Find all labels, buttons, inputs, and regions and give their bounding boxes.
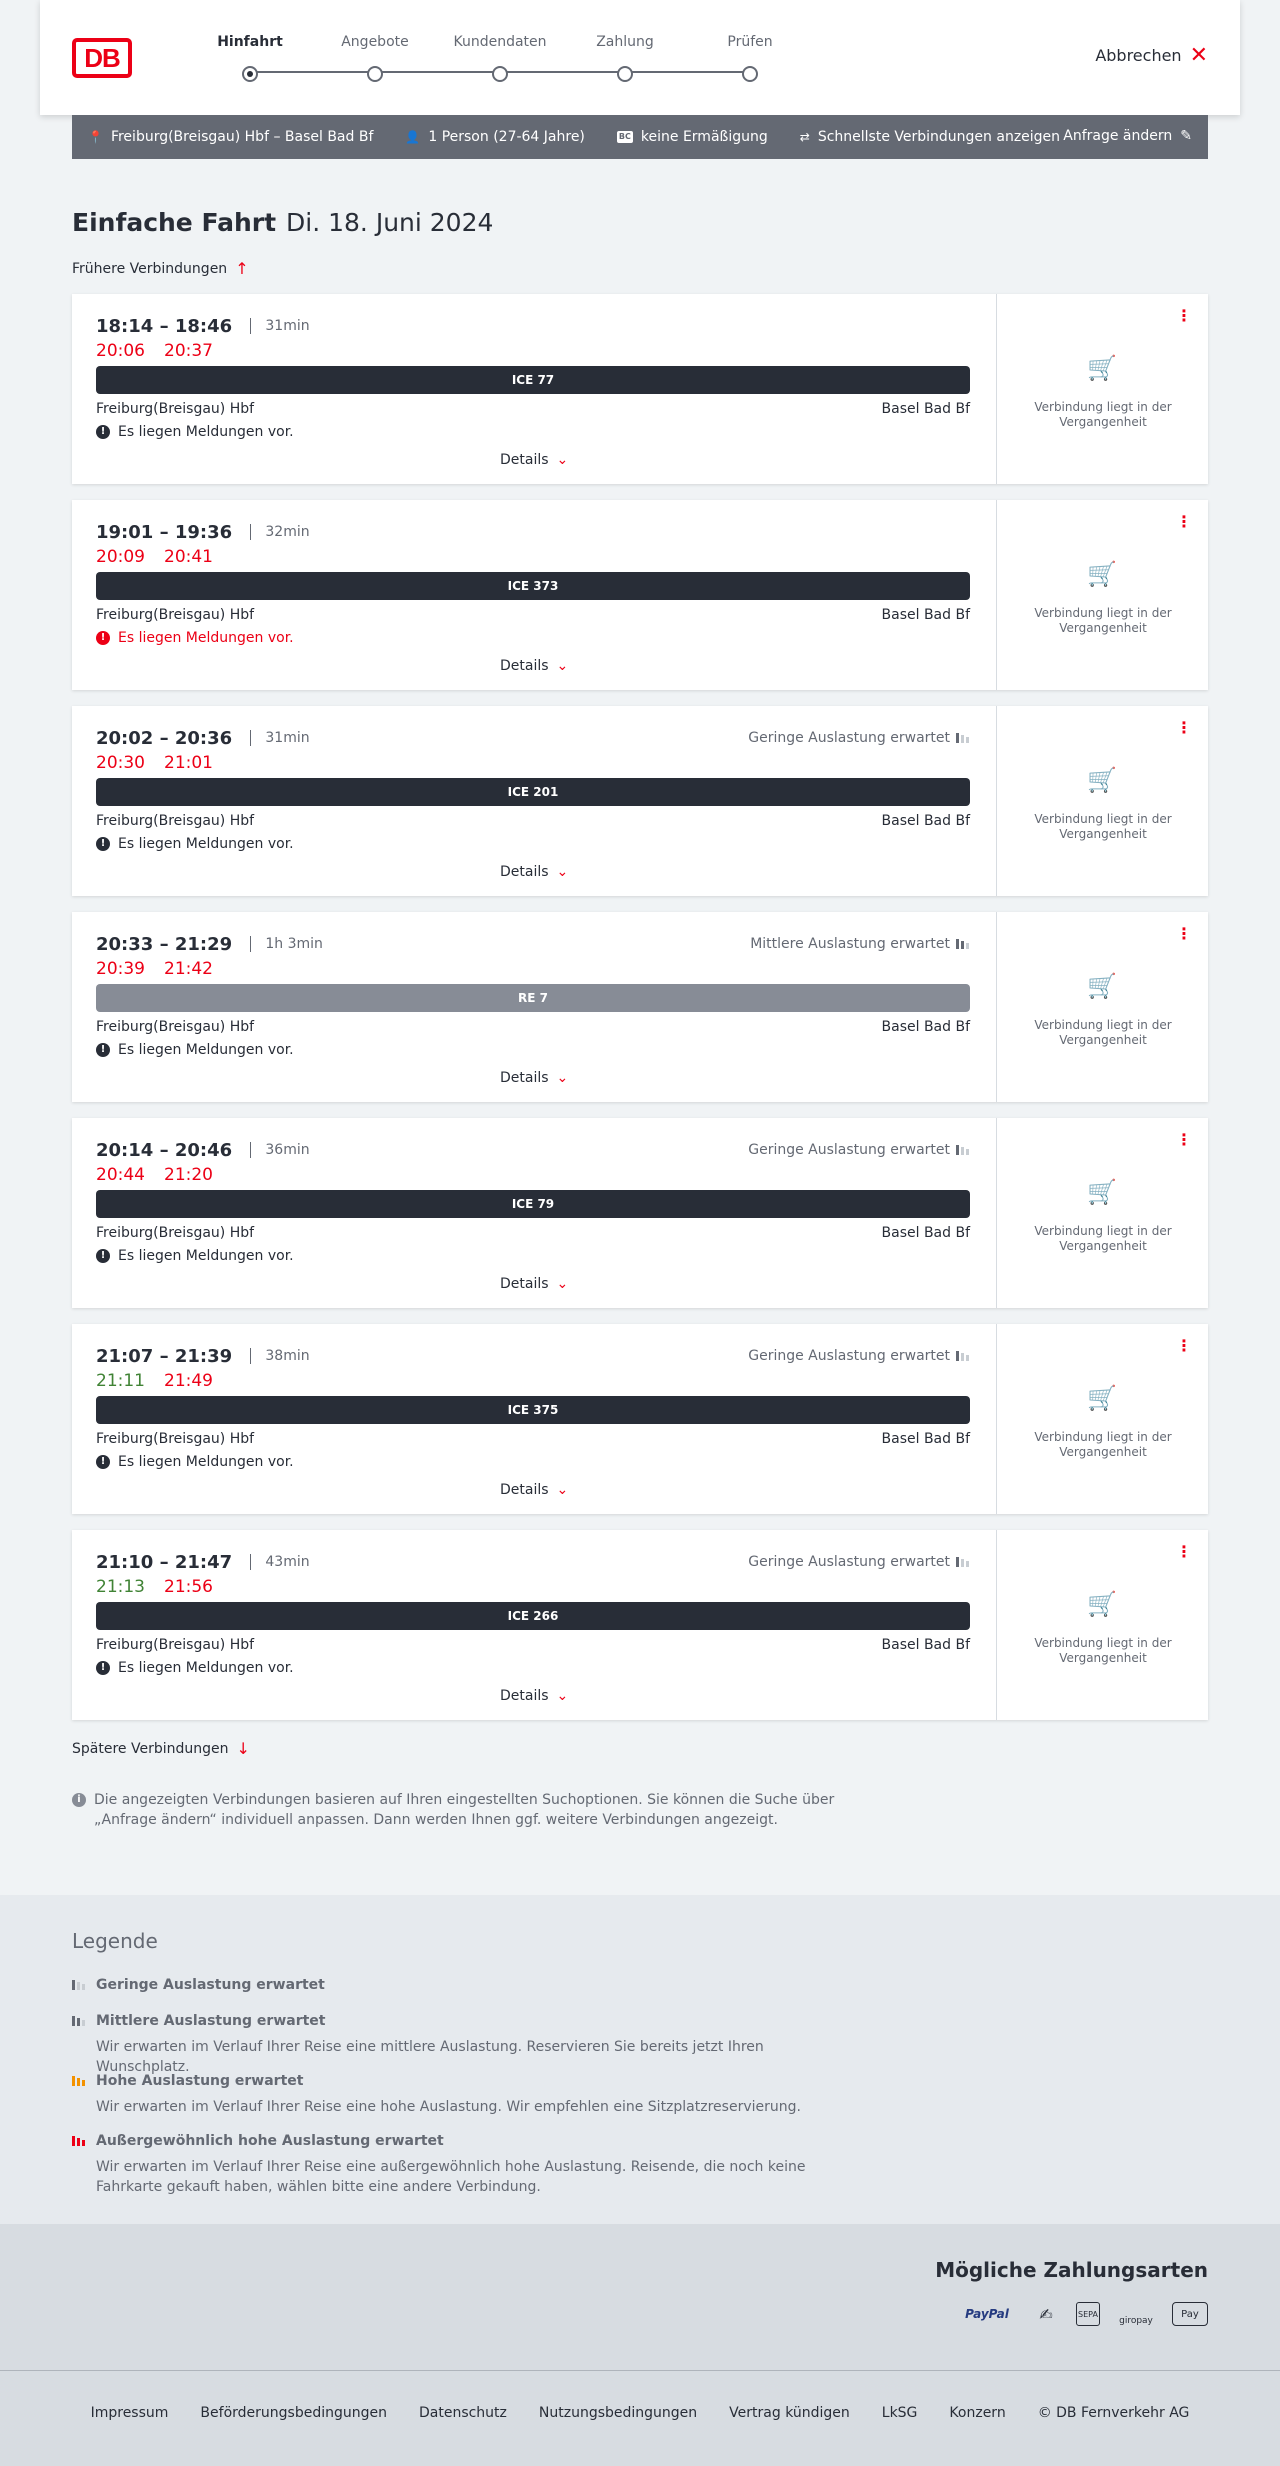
realtime-arrival: 21:42	[164, 959, 213, 979]
occupancy-indicator	[748, 1142, 970, 1158]
cancel-label: Abbrechen	[1095, 46, 1182, 65]
sepa-icon: SEPA	[1076, 2302, 1100, 2326]
footer-copyright: © DB Fernverkehr AG	[1037, 2405, 1190, 2421]
realtime-departure: 20:44	[96, 1165, 145, 1185]
chevron-down-icon: ⌄	[556, 658, 569, 674]
train-bar: ICE 77	[96, 366, 970, 394]
destination-station: Basel Bad Bf	[881, 813, 970, 829]
occupancy-label: Geringe Auslastung erwartet	[748, 1348, 950, 1364]
past-connection-note: Verbindung liegt in der Vergangenheit	[1034, 1224, 1172, 1253]
realtime-arrival: 20:41	[164, 547, 213, 567]
footer-link-datenschutz[interactable]: Datenschutz	[418, 2405, 507, 2421]
service-message	[96, 1454, 294, 1470]
summary-route	[88, 129, 373, 145]
legend-desc: Wir erwarten im Verlauf Ihrer Reise eine mittlere Auslastung. Reservieren Sie bereits jetzt Ihren Wunschplatz.	[96, 2039, 764, 2075]
realtime-times	[96, 341, 232, 361]
swap-icon: ⇄	[799, 130, 810, 144]
service-message	[96, 836, 294, 852]
realtime-arrival: 21:56	[164, 1577, 213, 1597]
step-dot	[367, 66, 383, 82]
realtime-arrival: 21:49	[164, 1371, 213, 1391]
connection-card[interactable]	[72, 706, 1208, 896]
summary-travellers	[405, 129, 585, 145]
service-message-text: Es liegen Meldungen vor.	[118, 1454, 294, 1470]
duration: 31min	[250, 318, 309, 334]
location-pin-icon: 📍	[88, 130, 103, 144]
alert-icon: !	[96, 1249, 110, 1263]
service-message	[96, 1042, 294, 1058]
train-bar: ICE 201	[96, 778, 970, 806]
chevron-down-icon: ⌄	[556, 1688, 569, 1704]
destination-station: Basel Bad Bf	[881, 1225, 970, 1241]
header	[40, 0, 1240, 115]
details-label: Details	[500, 1482, 549, 1498]
details-toggle[interactable]	[500, 1482, 568, 1498]
discount-text: keine Ermäßigung	[640, 129, 768, 145]
cart-disabled-icon: 🛒	[1087, 1384, 1117, 1412]
service-message	[96, 1248, 294, 1264]
train-bar: ICE 79	[96, 1190, 970, 1218]
cart-disabled-icon: 🛒	[1087, 766, 1117, 794]
realtime-arrival: 20:37	[164, 341, 213, 361]
realtime-times	[96, 1371, 232, 1391]
service-message-text: Es liegen Meldungen vor.	[118, 424, 294, 440]
train-bar: ICE 266	[96, 1602, 970, 1630]
details-label: Details	[500, 658, 549, 674]
more-options-icon[interactable]: ⋮	[1176, 924, 1192, 943]
footer-link-impressum[interactable]: Impressum	[90, 2405, 169, 2421]
duration: 36min	[250, 1142, 309, 1158]
more-options-icon[interactable]: ⋮	[1176, 1542, 1192, 1561]
occupancy-icon	[956, 733, 970, 743]
connection-side	[996, 1530, 1208, 1720]
step-pruefen	[690, 34, 810, 82]
destination-station: Basel Bad Bf	[881, 1019, 970, 1035]
destination-station: Basel Bad Bf	[881, 1431, 970, 1447]
paypal-icon: PayPal	[965, 2307, 1009, 2321]
trip-type: Einfache Fahrt	[72, 208, 277, 237]
realtime-times	[96, 753, 232, 773]
alert-icon: !	[96, 1455, 110, 1469]
load-low-icon	[72, 1980, 86, 1990]
summary-option	[800, 129, 1060, 145]
footer-link-konzern[interactable]: Konzern	[949, 2405, 1006, 2421]
legend-item-high	[72, 2073, 852, 2117]
connection-side	[996, 1118, 1208, 1308]
origin-station: Freiburg(Breisgau) Hbf	[96, 1637, 255, 1653]
connection-side	[996, 1324, 1208, 1514]
realtime-arrival: 21:20	[164, 1165, 213, 1185]
legend-section	[0, 1895, 1280, 2224]
realtime-arrival: 21:01	[164, 753, 213, 773]
payment-section	[0, 2224, 1280, 2370]
alert-icon: !	[96, 631, 110, 645]
page-title	[72, 208, 493, 237]
step-angebote	[315, 34, 435, 82]
chevron-down-icon: ⌄	[556, 1482, 569, 1498]
travellers-text: 1 Person (27-64 Jahre)	[428, 129, 585, 145]
bahncard-icon: BC	[617, 131, 633, 143]
realtime-times	[96, 547, 232, 567]
origin-station: Freiburg(Breisgau) Hbf	[96, 401, 255, 417]
connection-card[interactable]	[72, 912, 1208, 1102]
connection-main	[96, 1530, 970, 1720]
close-icon: ✕	[1189, 42, 1208, 68]
connection-main	[96, 1118, 970, 1308]
past-connection-note: Verbindung liegt in der Vergangenheit	[1034, 1430, 1172, 1459]
origin-station: Freiburg(Breisgau) Hbf	[96, 1225, 255, 1241]
details-toggle[interactable]	[500, 864, 568, 880]
step-label: Hinfahrt	[217, 34, 283, 50]
step-kundendaten	[440, 34, 560, 82]
step-dot	[742, 66, 758, 82]
later-label: Spätere Verbindungen	[72, 1740, 229, 1757]
scheduled-times: 20:33 – 21:29	[96, 934, 233, 955]
realtime-times	[96, 1577, 232, 1597]
details-toggle[interactable]	[500, 1070, 568, 1086]
connection-main	[96, 912, 970, 1102]
earlier-label: Frühere Verbindungen	[72, 260, 228, 277]
edit-request-button[interactable]	[1063, 128, 1192, 144]
payment-icons	[958, 2302, 1208, 2326]
legend-item-mid	[72, 2013, 852, 2077]
origin-station: Freiburg(Breisgau) Hbf	[96, 813, 255, 829]
occupancy-label: Geringe Auslastung erwartet	[748, 730, 950, 746]
legend-item-low	[72, 1977, 852, 1993]
giropay-icon: giropay	[1119, 2316, 1153, 2326]
step-hinfahrt	[190, 34, 310, 82]
occupancy-icon	[956, 1351, 970, 1361]
duration: 31min	[250, 730, 309, 746]
origin-station: Freiburg(Breisgau) Hbf	[96, 1019, 255, 1035]
step-label: Kundendaten	[453, 34, 547, 50]
step-dot	[617, 66, 633, 82]
service-message-text: Es liegen Meldungen vor.	[118, 1660, 294, 1676]
train-bar: ICE 373	[96, 572, 970, 600]
more-options-icon[interactable]: ⋮	[1176, 718, 1192, 737]
duration: 1h 3min	[250, 936, 323, 952]
step-dot	[242, 66, 258, 82]
load-xhigh-icon	[72, 2136, 86, 2146]
payment-title: Mögliche Zahlungsarten	[935, 2258, 1208, 2282]
duration: 32min	[250, 524, 309, 540]
realtime-departure: 20:30	[96, 753, 145, 773]
more-options-icon[interactable]: ⋮	[1176, 512, 1192, 531]
service-message	[96, 630, 294, 646]
legend-title: Legende	[72, 1929, 158, 1953]
service-message-text: Es liegen Meldungen vor.	[118, 836, 294, 852]
edit-request-label: Anfrage ändern	[1063, 128, 1173, 144]
load-mid-icon	[72, 2016, 86, 2026]
footer-link-befoerderungsbedingungen[interactable]: Beförderungsbedingungen	[200, 2405, 387, 2421]
origin-station: Freiburg(Breisgau) Hbf	[96, 1431, 255, 1447]
details-toggle[interactable]	[500, 1688, 568, 1704]
connection-card[interactable]	[72, 294, 1208, 484]
step-dot	[492, 66, 508, 82]
train-bar: RE 7	[96, 984, 970, 1012]
cart-disabled-icon: 🛒	[1087, 354, 1117, 382]
more-options-icon[interactable]: ⋮	[1176, 1336, 1192, 1355]
info-note	[72, 1790, 852, 1830]
chevron-down-icon: ⌄	[556, 1276, 569, 1292]
destination-station: Basel Bad Bf	[881, 401, 970, 417]
connection-side	[996, 500, 1208, 690]
connection-card[interactable]	[72, 500, 1208, 690]
service-message-text: Es liegen Meldungen vor.	[118, 1248, 294, 1264]
step-label: Zahlung	[596, 34, 654, 50]
more-options-icon[interactable]: ⋮	[1176, 306, 1192, 325]
past-connection-note: Verbindung liegt in der Vergangenheit	[1034, 812, 1172, 841]
info-icon: i	[72, 1793, 86, 1807]
duration: 43min	[250, 1554, 309, 1570]
destination-station: Basel Bad Bf	[881, 607, 970, 623]
scheduled-times: 20:14 – 20:46	[96, 1140, 233, 1161]
cart-disabled-icon: 🛒	[1087, 972, 1117, 1000]
route-text: Freiburg(Breisgau) Hbf – Basel Bad Bf	[110, 129, 374, 145]
load-high-icon	[72, 2076, 86, 2086]
details-label: Details	[500, 1276, 549, 1292]
connection-main	[96, 294, 970, 484]
cart-disabled-icon: 🛒	[1087, 560, 1117, 588]
destination-station: Basel Bad Bf	[881, 1637, 970, 1653]
step-zahlung	[565, 34, 685, 82]
step-label: Angebote	[341, 34, 409, 50]
occupancy-indicator	[748, 1554, 970, 1570]
option-text: Schnellste Verbindungen anzeigen	[817, 129, 1061, 145]
step-label: Prüfen	[727, 34, 773, 50]
scheduled-times: 21:07 – 21:39	[96, 1346, 233, 1367]
realtime-departure: 21:13	[96, 1577, 145, 1597]
connection-main	[96, 706, 970, 896]
realtime-departure: 20:39	[96, 959, 145, 979]
info-text: Die angezeigten Verbindungen basieren auf Ihren eingestellten Suchoptionen. Sie können die Suche über „Anfrage ändern“ individuell anpassen. Dann werden Ihnen ggf. weitere Verbindungen angezeigt.	[94, 1792, 835, 1828]
past-connection-note: Verbindung liegt in der Vergangenheit	[1034, 606, 1172, 635]
footer-link-vertrag-kuendigen[interactable]: Vertrag kündigen	[729, 2405, 850, 2421]
arrow-up-icon: ↑	[235, 259, 249, 278]
footer	[0, 2370, 1280, 2466]
scheduled-times: 19:01 – 19:36	[96, 522, 233, 543]
later-connections-link[interactable]	[72, 1739, 250, 1758]
duration: 38min	[250, 1348, 309, 1364]
legend-desc: Wir erwarten im Verlauf Ihrer Reise eine außergewöhnlich hohe Auslastung. Reisende, die noch keine Fahrkarte gekauft haben, wählen bitte eine andere Verbindung.	[96, 2159, 806, 2195]
chevron-down-icon: ⌄	[556, 864, 569, 880]
train-bar: ICE 375	[96, 1396, 970, 1424]
details-label: Details	[500, 452, 549, 468]
legend-item-xhigh	[72, 2133, 852, 2197]
scheduled-times: 21:10 – 21:47	[96, 1552, 233, 1573]
details-label: Details	[500, 1070, 549, 1086]
pencil-icon: ✎	[1180, 128, 1192, 144]
cart-disabled-icon: 🛒	[1087, 1178, 1117, 1206]
past-connection-note: Verbindung liegt in der Vergangenheit	[1034, 400, 1172, 429]
legend-label: Außergewöhnlich hohe Auslastung erwartet	[96, 2133, 444, 2149]
details-toggle[interactable]	[500, 658, 568, 674]
occupancy-indicator	[748, 730, 970, 746]
alert-icon: !	[96, 425, 110, 439]
cart-disabled-icon: 🛒	[1087, 1590, 1117, 1618]
connection-card[interactable]	[72, 1118, 1208, 1308]
details-label: Details	[500, 1688, 549, 1704]
chevron-down-icon: ⌄	[556, 1070, 569, 1086]
earlier-connections-link[interactable]	[72, 259, 249, 278]
realtime-times	[96, 959, 232, 979]
trip-date: Di. 18. Juni 2024	[286, 208, 494, 237]
realtime-times	[96, 1165, 232, 1185]
legend-label: Hohe Auslastung erwartet	[96, 2073, 304, 2089]
credit-card-icon: ✍	[1039, 2304, 1053, 2324]
occupancy-label: Mittlere Auslastung erwartet	[750, 936, 950, 952]
occupancy-icon	[956, 1557, 970, 1567]
connection-main	[96, 500, 970, 690]
realtime-departure: 21:11	[96, 1371, 145, 1391]
occupancy-label: Geringe Auslastung erwartet	[748, 1142, 950, 1158]
connection-side	[996, 912, 1208, 1102]
chevron-down-icon: ⌄	[556, 452, 569, 468]
person-icon: 👤	[405, 130, 421, 144]
alert-icon: !	[96, 1043, 110, 1057]
connection-side	[996, 294, 1208, 484]
origin-station: Freiburg(Breisgau) Hbf	[96, 607, 255, 623]
alert-icon: !	[96, 1661, 110, 1675]
booking-stepper	[210, 34, 810, 84]
arrow-down-icon: ↓	[236, 1739, 250, 1758]
occupancy-label: Geringe Auslastung erwartet	[748, 1554, 950, 1570]
details-label: Details	[500, 864, 549, 880]
occupancy-indicator	[748, 1348, 970, 1364]
connection-main	[96, 1324, 970, 1514]
legend-desc: Wir erwarten im Verlauf Ihrer Reise eine hohe Auslastung. Wir empfehlen eine Sitzplatzreservierung.	[96, 2099, 801, 2115]
past-connection-note: Verbindung liegt in der Vergangenheit	[1034, 1018, 1172, 1047]
service-message-text: Es liegen Meldungen vor.	[118, 1042, 294, 1058]
connection-side	[996, 706, 1208, 896]
occupancy-indicator	[750, 936, 970, 952]
past-connection-note: Verbindung liegt in der Vergangenheit	[1034, 1636, 1172, 1665]
alert-icon: !	[96, 837, 110, 851]
summary-discount	[617, 129, 768, 145]
scheduled-times: 20:02 – 20:36	[96, 728, 233, 749]
footer-link-lksg[interactable]: LkSG	[881, 2405, 918, 2421]
realtime-departure: 20:09	[96, 547, 145, 567]
service-message	[96, 1660, 294, 1676]
details-toggle[interactable]	[500, 1276, 568, 1292]
occupancy-icon	[956, 1145, 970, 1155]
details-toggle[interactable]	[500, 452, 568, 468]
legend-label: Geringe Auslastung erwartet	[96, 1977, 325, 1993]
occupancy-icon	[956, 939, 970, 949]
service-message	[96, 424, 294, 440]
search-summary-bar	[72, 115, 1208, 159]
footer-link-nutzungsbedingungen[interactable]: Nutzungsbedingungen	[538, 2405, 698, 2421]
legend-label: Mittlere Auslastung erwartet	[96, 2013, 326, 2029]
db-logo[interactable]: DB	[72, 38, 132, 78]
connection-card[interactable]	[72, 1324, 1208, 1514]
realtime-departure: 20:06	[96, 341, 145, 361]
more-options-icon[interactable]: ⋮	[1176, 1130, 1192, 1149]
scheduled-times: 18:14 – 18:46	[96, 316, 233, 337]
cancel-button[interactable]	[1095, 42, 1208, 68]
service-message-text: Es liegen Meldungen vor.	[118, 630, 294, 646]
apple-pay-icon: Pay	[1172, 2302, 1208, 2326]
connection-card[interactable]	[72, 1530, 1208, 1720]
